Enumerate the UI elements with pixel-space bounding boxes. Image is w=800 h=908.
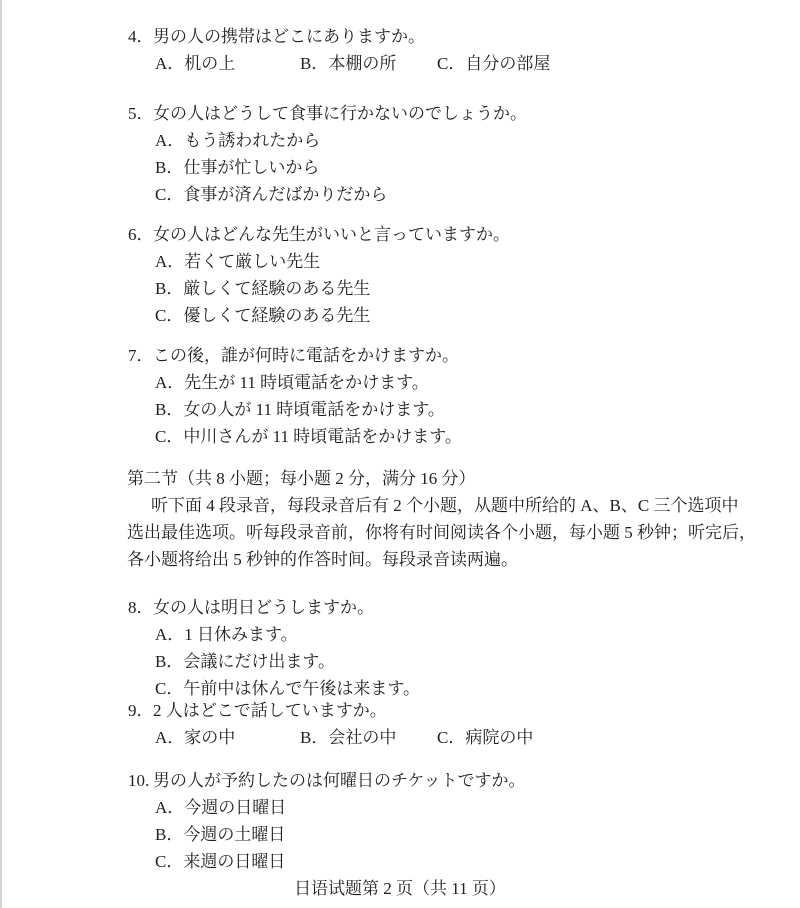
question-number: 4． (128, 27, 154, 46)
question-number: 7． (128, 346, 154, 365)
option-c: C．病院の中 (437, 728, 534, 747)
option-c: C．自分の部屋 (437, 54, 551, 73)
option-c: C．優しくて経験のある先生 (155, 306, 371, 325)
option-a: A．1 日休みます。 (155, 625, 298, 644)
option-c: C．中川さんが 11 時頃電話をかけます。 (155, 427, 462, 446)
options-row (0, 50, 800, 77)
question-number: 10. (128, 771, 150, 790)
question-4 (0, 23, 800, 77)
question-text: この後，誰が何時に電話をかけますか。 (153, 346, 459, 365)
scan-edge-line (0, 0, 2, 908)
question-text: 女の人はどんな先生がいいと言っていますか。 (153, 225, 510, 244)
option-b: B．本棚の所 (300, 54, 397, 73)
options-row (0, 724, 800, 751)
option-a: A．先生が 11 時頃電話をかけます。 (155, 373, 429, 392)
option-a: A．若くて厳しい先生 (155, 252, 321, 271)
question-line (0, 594, 800, 621)
question-number: 8． (128, 598, 154, 617)
page-footer: 日语试题第 2 页（共 11 页） (294, 879, 506, 898)
section-2 (0, 465, 800, 573)
question-7 (0, 342, 800, 450)
question-8 (0, 594, 800, 702)
question-6 (0, 221, 800, 329)
option-c: C．来週の日曜日 (155, 852, 286, 871)
option-c: C．午前中は休んで午後は来ます。 (155, 679, 420, 698)
option-a: A．もう誘われたから (155, 131, 321, 150)
question-line (0, 100, 800, 127)
question-text: 男の人が予約したのは何曜日のチケットですか。 (153, 771, 526, 790)
question-line (0, 342, 800, 369)
question-line (0, 221, 800, 248)
question-9 (0, 697, 800, 751)
option-b: B．厳しくて経験のある先生 (155, 279, 371, 298)
question-number: 5． (128, 104, 154, 123)
question-text: 男の人の携帯はどこにありますか。 (153, 27, 425, 46)
question-10 (0, 767, 800, 875)
option-b: B．会議にだけ出ます。 (155, 652, 335, 671)
section-2-instruction-line: 各小题将给出 5 秒钟的作答时间。每段录音读两遍。 (127, 550, 518, 569)
question-text: 2 人はどこで話していますか。 (153, 701, 387, 720)
question-line (0, 767, 800, 794)
question-line (0, 23, 800, 50)
section-2-header: 第二节（共 8 小题；每小题 2 分，满分 16 分） (127, 469, 476, 488)
option-c: C．食事が済んだばかりだから (155, 185, 388, 204)
question-number: 9． (128, 701, 154, 720)
section-2-instruction-line: 听下面 4 段录音，每段录音后有 2 个小题，从题中所给的 A、B、C 三个选项中 (151, 496, 739, 515)
option-a: A．机の上 (155, 54, 236, 73)
question-text: 女の人はどうして食事に行かないのでしょうか。 (153, 104, 527, 123)
option-b: B．会社の中 (300, 728, 397, 747)
option-a: A．家の中 (155, 728, 236, 747)
question-number: 6． (128, 225, 154, 244)
option-b: B．女の人が 11 時頃電話をかけます。 (155, 400, 445, 419)
option-a: A．今週の日曜日 (155, 798, 287, 817)
option-b: B．仕事が忙しいから (155, 158, 320, 177)
option-b: B．今週の土曜日 (155, 825, 286, 844)
question-5 (0, 100, 800, 208)
question-text: 女の人は明日どうしますか。 (153, 598, 374, 617)
section-2-instruction-line: 选出最佳选项。听每段录音前，你将有时间阅读各个小题，每小题 5 秒钟；听完后， (127, 523, 756, 542)
